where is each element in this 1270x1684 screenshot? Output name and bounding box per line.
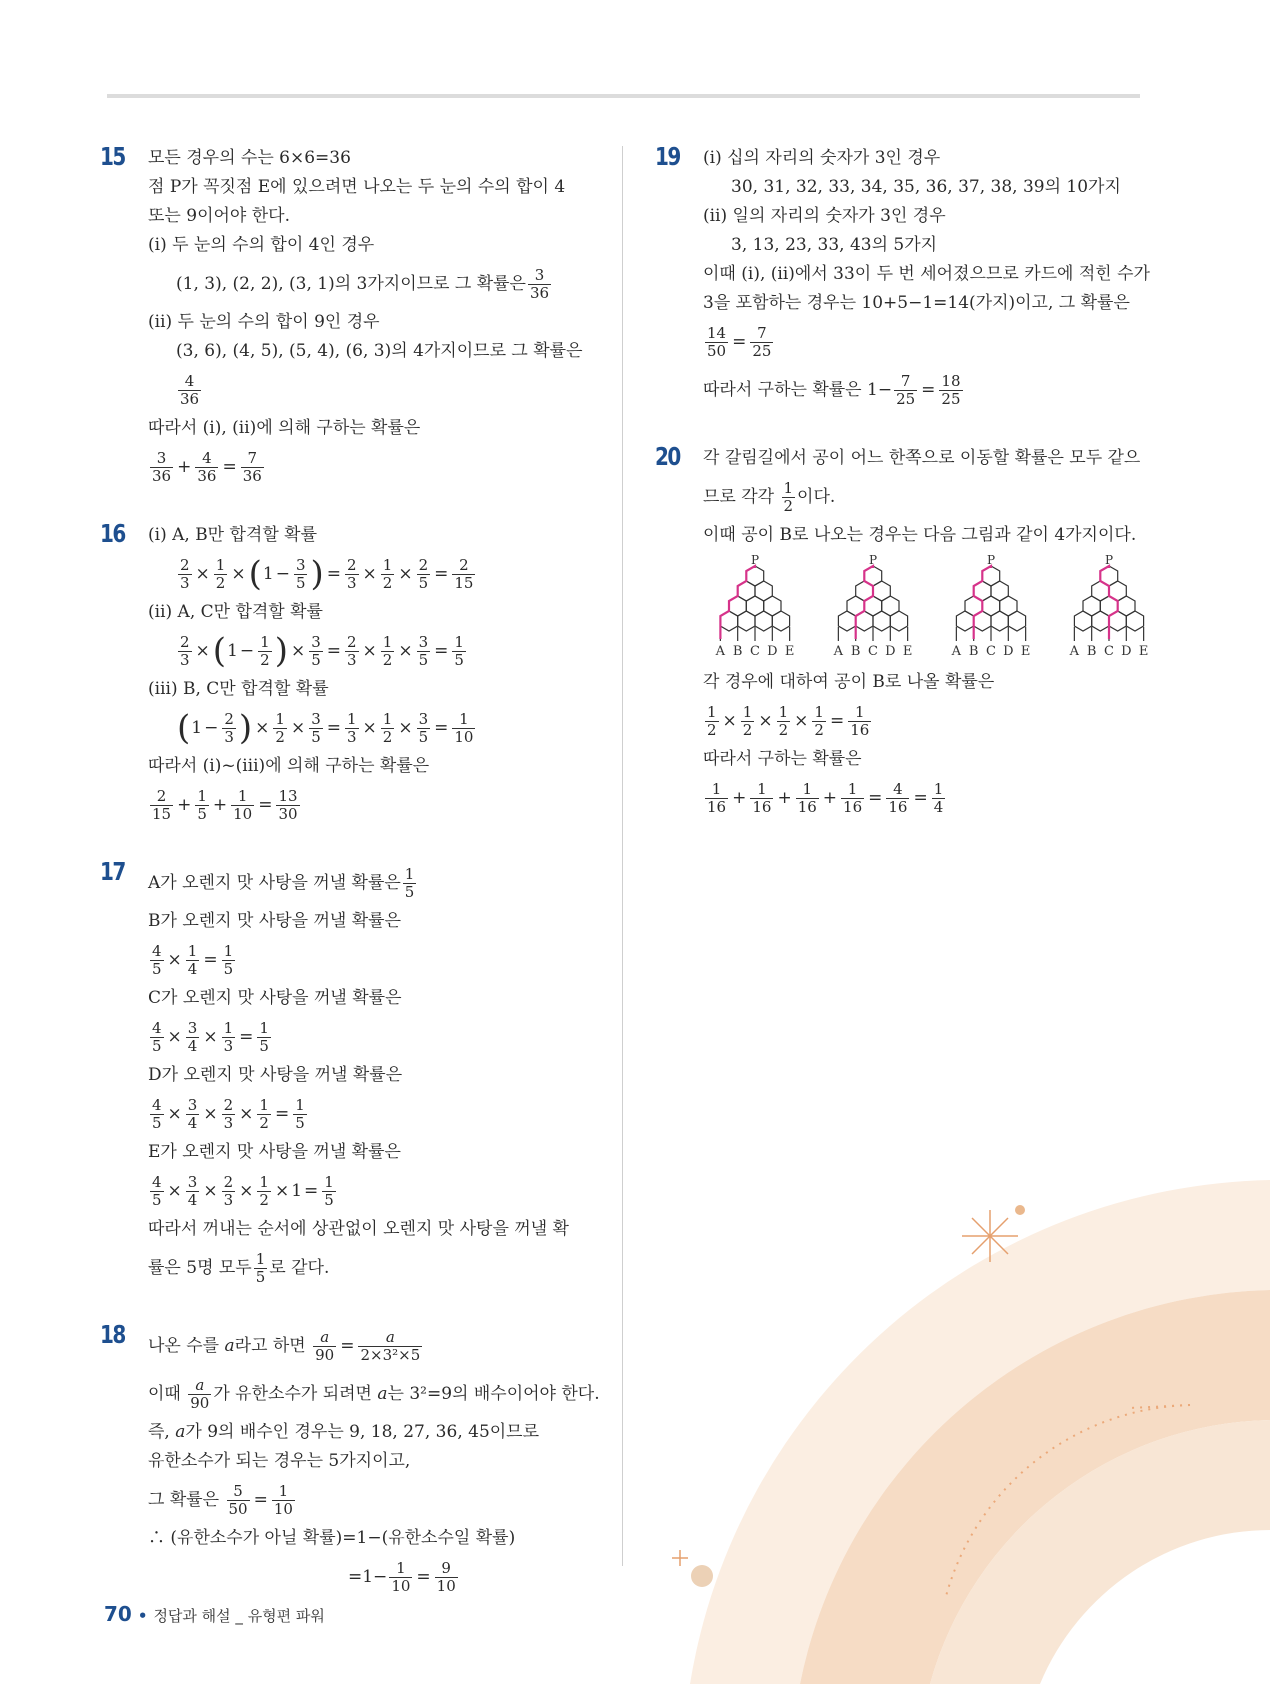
exit-label: E [784, 644, 795, 659]
exit-label: B [1086, 644, 1097, 659]
equation-line: $\frac{14}{50}$ = $\frac{7}{25}$ [707, 323, 772, 360]
text-line: 3을 포함하는 경우는 10+5−1=14(가지)이고, 그 확률은 [703, 293, 1130, 313]
text-line: 즉, a가 9의 배수인 경우는 9, 18, 27, 36, 45이므로 [148, 1422, 540, 1442]
problem-number: 17 [100, 857, 125, 886]
exit-label: E [1020, 644, 1031, 659]
equation-line [148, 260, 600, 308]
hex-cell [1008, 611, 1025, 631]
text-line: B가 오렌지 맛 사탕을 꺼낼 확률은 [148, 911, 401, 931]
equation-line: 이때 $\frac{a}{90}$ 가 유한소수가 되려면 a 는 3²=9의 배수이어야 한다. [148, 1375, 600, 1412]
path-diagram [1057, 554, 1161, 666]
text-line: D가 오렌지 맛 사탕을 꺼낼 확률은 [148, 1065, 403, 1085]
exit-label: D [1003, 644, 1014, 659]
path-diagram [939, 554, 1043, 666]
text-line: (ⅰ) 십의 자리의 숫자가 3인 경우 [703, 148, 941, 168]
equation-line: $\frac{4}{5}$ × $\frac{3}{4}$ × $\frac{2}{3}$ × $\frac{1}{2}$ = $\frac{1}{5}$ [152, 1095, 305, 1132]
start-label: P [1104, 554, 1114, 567]
text-line: ∴ (유한소수가 아닐 확률)=1−(유한소수일 확률) [148, 1528, 516, 1548]
text-line: 각 경우에 대하여 공이 B로 나올 확률은 [703, 672, 995, 692]
text-line: 따라서 꺼내는 순서에 상관없이 오렌지 맛 사탕을 꺼낼 확 [148, 1219, 569, 1239]
exit-label: B [732, 644, 743, 659]
text-line: 모든 경우의 수는 6×6=36 [148, 148, 351, 168]
exit-label: A [833, 644, 844, 659]
fraction: $\frac{3}{36}$ [529, 265, 550, 302]
right-column [655, 142, 1150, 822]
equation-line: $\frac{2}{15}$ + $\frac{1}{5}$ + $\frac{1}{10}$ = $\frac{13}{30}$ [152, 786, 298, 823]
text-line: C가 오렌지 맛 사탕을 꺼낼 확률은 [148, 988, 402, 1008]
problem-15 [100, 144, 600, 491]
text-line: E가 오렌지 맛 사탕을 꺼낼 확률은 [148, 1142, 401, 1162]
ball-route [1100, 566, 1117, 639]
text-line: (ⅱ) 일의 자리의 숫자가 3인 경우 [703, 206, 946, 226]
equation-line: =1− $\frac{1}{10}$ = $\frac{9}{10}$ [348, 1558, 456, 1595]
exit-label: C [750, 644, 760, 659]
equation-line: $\frac{1}{2}$ × $\frac{1}{2}$ × $\frac{1}{2}$ × $\frac{1}{2}$ = $\frac{1}{16}$ [707, 702, 870, 739]
hex-maze-figure [1057, 554, 1161, 666]
text-line: (3, 6), (4, 5), (5, 4), (6, 3)의 4가지이므로 그 확률은 [176, 341, 583, 361]
text-line: 따라서 (ⅰ)~(ⅲ)에 의해 구하는 확률은 [148, 756, 430, 776]
text-line: (ⅱ) 두 눈의 수의 합이 9인 경우 [148, 312, 380, 332]
equation-line: ( 1 − $\frac{2}{3}$ ) × $\frac{1}{2}$ × $\frac{3}{5}$ = $\frac{1}{3}$ × $\frac{1}{2}$ × $\frac{3}{5}$ = $\frac{1}{10}$ [177, 708, 474, 748]
equation-line: $\frac{1}{16}$ + $\frac{1}{16}$ + $\frac{1}{16}$ + $\frac{1}{16}$ = $\frac{4}{16}$ = $\frac{1}{4}$ [707, 779, 944, 816]
column-divider [622, 146, 623, 1566]
problem-number: 15 [100, 142, 125, 171]
hex-cell [991, 611, 1008, 631]
text-line: 이때 공이 B로 나오는 경우는 다음 그림과 같이 4가지이다. [703, 525, 1137, 545]
problem-number: 18 [100, 1320, 125, 1349]
problem-number: 16 [100, 519, 125, 548]
hex-cell [755, 611, 772, 631]
equation-line: A가 오렌지 맛 사탕을 꺼낼 확률은 $\frac{1}{5}$ [148, 864, 415, 901]
hex-cell [1126, 611, 1143, 631]
equation-line: $\frac{4}{5}$ × $\frac{3}{4}$ × $\frac{2}{3}$ × $\frac{1}{2}$ × 1 = $\frac{1}{5}$ [152, 1172, 334, 1209]
bullet-icon: • [137, 1607, 148, 1625]
problem-number: 19 [655, 142, 680, 171]
hex-maze-figure [939, 554, 1043, 666]
exit-label: D [767, 644, 778, 659]
text-line: 각 갈림길에서 공이 어느 한쪽으로 이동할 확률은 모두 같으 [703, 448, 1141, 468]
hex-cell [956, 611, 973, 631]
hex-cell [772, 611, 789, 631]
equation-line: 률은 5명 모두 $\frac{1}{5}$ 로 같다. [148, 1249, 330, 1286]
text-line: (ⅲ) B, C만 합격할 확률 [148, 679, 329, 699]
equation-line: $\frac{4}{5}$ × $\frac{3}{4}$ × $\frac{1}{3}$ = $\frac{1}{5}$ [152, 1018, 269, 1055]
hex-maze-figure [703, 554, 807, 666]
start-label: P [986, 554, 996, 567]
hex-cell [1074, 611, 1091, 631]
start-label: P [868, 554, 878, 567]
problem-18 [100, 1322, 600, 1601]
hex-cell [890, 611, 907, 631]
exit-label: D [885, 644, 896, 659]
text-line: (ⅰ) 두 눈의 수의 합이 4인 경우 [148, 235, 375, 255]
exit-label: E [1138, 644, 1149, 659]
footer-title: 정답과 해설 _ 유형편 파워 [153, 1607, 325, 1625]
path-diagram [821, 554, 925, 666]
exit-label: B [850, 644, 861, 659]
problem-20 [655, 442, 1149, 822]
text-line: 이때 (ⅰ), (ⅱ)에서 33이 두 번 세어졌으므로 카드에 적힌 수가 [703, 264, 1150, 284]
exit-label: E [902, 644, 913, 659]
problem-17 [100, 859, 600, 1292]
problem-16 [100, 521, 600, 829]
hex-cell [738, 611, 755, 631]
equation-line: 따라서 구하는 확률은 1− $\frac{7}{25}$ = $\frac{18}{25}$ [703, 371, 961, 408]
text-line: 또는 9이어야 한다. [148, 206, 290, 226]
equation-line [148, 366, 600, 414]
equation-line: $\frac{4}{5}$ × $\frac{1}{4}$ = $\frac{1}{5}$ [152, 941, 234, 978]
page-footer [104, 1602, 325, 1626]
header-rule [107, 94, 1140, 98]
fraction: $\frac{3}{36}$ [152, 448, 172, 485]
text-segment: (1, 3), (2, 2), (3, 1)의 3가지이므로 그 확률은 [176, 273, 526, 294]
exit-label: C [986, 644, 996, 659]
equation-line: $\frac{2}{3}$ × ( 1 − $\frac{1}{2}$ ) × $\frac{3}{5}$ = $\frac{2}{3}$ × $\frac{1}{2}$ × $\frac{3}{5}$ = $\frac{1}{5}$ [180, 631, 464, 671]
equation-line: $\frac{3}{36}$ + $\frac{4}{36}$ = $\frac{7}{36}$ [152, 448, 262, 485]
text-line: 30, 31, 32, 33, 34, 35, 36, 37, 38, 39의 10가지 [731, 177, 1121, 197]
text-line: (ⅱ) A, C만 합격할 확률 [148, 602, 323, 622]
exit-label: C [868, 644, 878, 659]
equation-line: 그 확률은 $\frac{5}{50}$ = $\frac{1}{10}$ [148, 1481, 293, 1518]
equation-line: 나온 수를 a 라고 하면 $\frac{a}{90}$ = $\frac{a}{\text{2×3²×5}}$ [148, 1327, 421, 1364]
path-diagrams [703, 554, 1149, 666]
hex-cell [838, 611, 855, 631]
start-label: P [750, 554, 760, 567]
page-number: 70 [104, 1602, 132, 1626]
fraction: $\frac{4}{36}$ [180, 371, 200, 408]
problem-number: 20 [655, 442, 680, 471]
left-column [100, 144, 600, 1601]
exit-label: A [715, 644, 726, 659]
text-line: 점 P가 꼭짓점 E에 있으려면 나오는 두 눈의 수의 합이 4 [148, 177, 566, 197]
hex-cell [1092, 611, 1109, 631]
problem-19 [655, 142, 1150, 414]
exit-label: A [951, 644, 962, 659]
exit-label: A [1069, 644, 1080, 659]
hex-maze-figure [821, 554, 925, 666]
exit-label: B [968, 644, 979, 659]
path-diagram [703, 554, 807, 666]
fraction: $\frac{4}{36}$ [197, 448, 217, 485]
text-line: 따라서 구하는 확률은 [703, 749, 862, 769]
text-line: (ⅰ) A, B만 합격할 확률 [148, 525, 318, 545]
exit-label: C [1104, 644, 1114, 659]
equation-line: 므로 각각 $\frac{1}{2}$ 이다. [703, 478, 836, 515]
exit-label: D [1121, 644, 1132, 659]
hex-cell [873, 611, 890, 631]
fraction: $\frac{7}{36}$ [242, 448, 262, 485]
text-line: 따라서 (ⅰ), (ⅱ)에 의해 구하는 확률은 [148, 418, 421, 438]
equation-line: $\frac{2}{3}$ × $\frac{1}{2}$ × ( 1 − $\frac{3}{5}$ ) = $\frac{2}{3}$ × $\frac{1}{2}$ × $\frac{2}{5}$ = $\frac{2}{15}$ [180, 554, 474, 594]
text-line: 유한소수가 되는 경우는 5가지이고, [148, 1451, 411, 1471]
text-line: 3, 13, 23, 33, 43의 5가지 [731, 235, 938, 255]
